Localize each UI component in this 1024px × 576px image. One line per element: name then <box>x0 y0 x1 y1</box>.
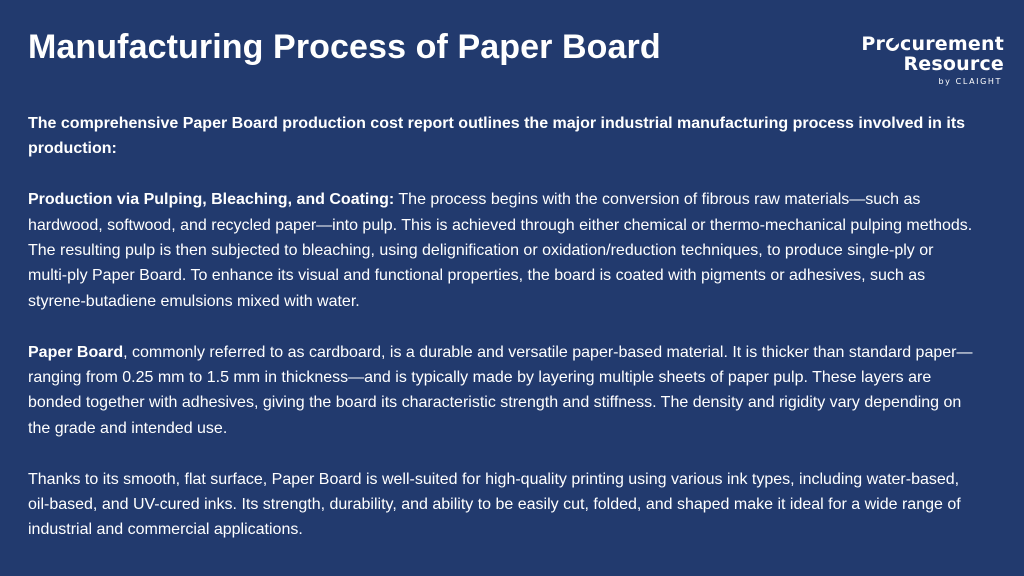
procurement-resource-logo <box>839 34 1004 88</box>
paper-board-lead: Paper Board <box>28 343 124 361</box>
pulping-lead: Production via Pulping, Bleaching, and Coating: <box>28 191 395 209</box>
logo-line-1: Pr curement <box>861 33 1004 55</box>
slide-body <box>28 111 973 568</box>
intro-paragraph: The comprehensive Paper Board production cost report outlines the major industrial manufacturing process involved in its production: <box>28 115 966 158</box>
pulping-paragraph <box>28 187 973 314</box>
logo-line-2: Resource <box>903 53 1004 75</box>
paper-board-paragraph <box>28 340 973 442</box>
paper-board-text: , commonly referred to as cardboard, is a durable and versatile paper-based material. It is thicker than standard paper—ranging from 0.25 mm to 1.5 mm in thickness—and is typically made by layering multiple sheets of paper pulp. These layers are bonded together with adhesives, giving the board its characteristic strength and stiffness. The density and rigidity vary depending on the grade and intended use. <box>28 343 973 437</box>
page-title: Manufacturing Process of Paper Board <box>28 28 661 66</box>
printing-paragraph: Thanks to its smooth, flat surface, Paper Board is well-suited for high-quality printing using various ink types, including water-based, oil-based, and UV-cured inks. Its strength, durability, and ability to be easily cut, folded, and shaped make it ideal for a wide range of industrial and commercial applications. <box>28 470 961 539</box>
logo-o-icon <box>886 38 899 51</box>
pulping-text: The process begins with the conversion of fibrous raw materials—such as hardwood, softwood, and recycled paper—into pulp. This is achieved through either chemical or thermo-mechanical pulping methods. The resulting pulp is then subjected to bleaching, using delignification or oxidation/reduction techniques, to produce single-ply or multi-ply Paper Board. To enhance its visual and functional properties, the board is coated with pigments or adhesives, such as styrene-butadiene emulsions mixed with water. <box>28 191 973 310</box>
logo-byline: by CLAIGHT <box>938 77 1002 86</box>
